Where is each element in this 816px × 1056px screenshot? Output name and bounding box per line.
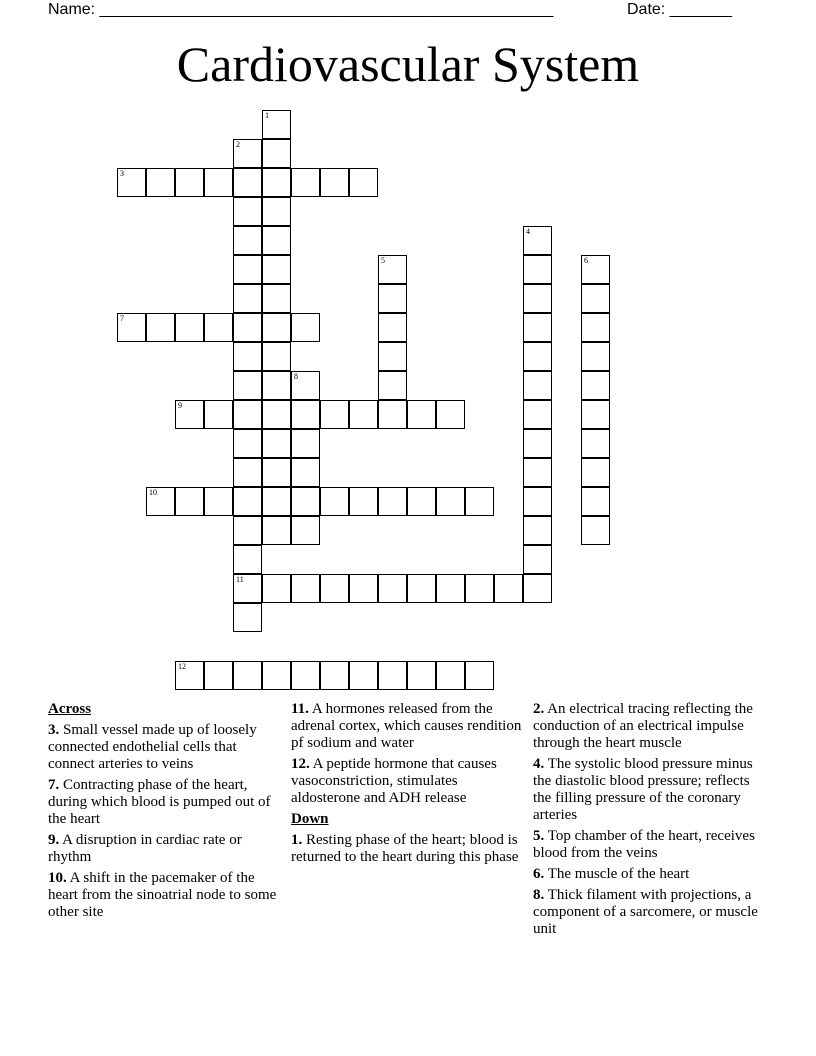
crossword-cell[interactable] (523, 342, 552, 371)
crossword-cell[interactable] (233, 226, 262, 255)
clue-text: A shift in the pacemaker of the heart from the sinoatrial node to some other site (48, 870, 277, 920)
crossword-cell[interactable] (233, 661, 262, 690)
crossword-cell[interactable] (436, 487, 465, 516)
crossword-cell[interactable] (262, 342, 291, 371)
crossword-cell[interactable] (378, 255, 407, 284)
crossword-cell[interactable] (175, 661, 204, 690)
clue-text: A hormones released from the adrenal cortex, which causes rendition pf sodium and water (291, 701, 522, 751)
down-heading: Down (291, 811, 329, 827)
crossword-cell[interactable] (581, 516, 610, 545)
crossword-cell[interactable] (523, 429, 552, 458)
clue-across-12 (291, 756, 523, 807)
clue-number: 12. (291, 756, 310, 772)
clue-text: Small vessel made up of loosely connected endothelial cells that connect arteries to veins (48, 722, 257, 772)
crossword-cell[interactable] (378, 661, 407, 690)
clue-across-3 (48, 722, 284, 773)
cell-number: 9 (178, 401, 182, 410)
crossword-cell[interactable] (581, 487, 610, 516)
crossword-cell[interactable] (262, 284, 291, 313)
crossword-cell[interactable] (378, 487, 407, 516)
crossword-cell[interactable] (146, 313, 175, 342)
crossword-cell[interactable] (233, 545, 262, 574)
cell-number: 4 (526, 227, 530, 236)
crossword-cell[interactable] (407, 661, 436, 690)
clue-number: 1. (291, 832, 303, 848)
crossword-cell[interactable] (146, 487, 175, 516)
crossword-cell[interactable] (349, 574, 378, 603)
crossword-cell[interactable] (291, 574, 320, 603)
crossword-cell[interactable] (378, 342, 407, 371)
crossword-cell[interactable] (291, 661, 320, 690)
crossword-cell[interactable] (581, 255, 610, 284)
crossword-cell[interactable] (465, 574, 494, 603)
clue-number: 8. (533, 887, 545, 903)
cell-number: 3 (120, 169, 124, 178)
crossword-cell[interactable] (233, 487, 262, 516)
crossword-cell[interactable] (175, 400, 204, 429)
clue-down-1 (291, 832, 523, 866)
crossword-cell[interactable] (494, 574, 523, 603)
crossword-cell[interactable] (378, 371, 407, 400)
crossword-cell[interactable] (407, 487, 436, 516)
crossword-cell[interactable] (436, 400, 465, 429)
clue-text: The systolic blood pressure minus the diastolic blood pressure; reflects the filling pressure of the coronary arteries (533, 756, 753, 823)
crossword-cell[interactable] (233, 139, 262, 168)
crossword-cell[interactable] (233, 603, 262, 632)
clue-down-8 (533, 887, 771, 938)
crossword-cell[interactable] (523, 516, 552, 545)
crossword-cell[interactable] (320, 400, 349, 429)
crossword-cell[interactable] (523, 458, 552, 487)
crossword-cell[interactable] (262, 487, 291, 516)
crossword-cell[interactable] (436, 574, 465, 603)
crossword-cell[interactable] (233, 574, 262, 603)
crossword-cell[interactable] (523, 313, 552, 342)
clue-across-7 (48, 777, 284, 828)
crossword-cell[interactable] (407, 400, 436, 429)
crossword-cell[interactable] (320, 661, 349, 690)
cell-number: 12 (178, 662, 186, 671)
crossword-cell[interactable] (262, 574, 291, 603)
crossword-cell[interactable] (320, 487, 349, 516)
crossword-cell[interactable] (291, 429, 320, 458)
date-field: Date: _______ (627, 1, 732, 18)
clue-text: Resting phase of the heart; blood is returned to the heart during this phase (291, 832, 519, 865)
clue-text: An electrical tracing reflecting the conduction of an electrical impulse through the heart muscle (533, 701, 753, 751)
clue-number: 2. (533, 701, 545, 717)
crossword-cell[interactable] (204, 313, 233, 342)
crossword-cell[interactable] (146, 168, 175, 197)
crossword-cell[interactable] (262, 255, 291, 284)
cell-number: 2 (236, 140, 240, 149)
name-field: Name: ___________________________________________________ (48, 1, 554, 18)
crossword-cell[interactable] (175, 487, 204, 516)
crossword-cell[interactable] (291, 371, 320, 400)
crossword-cell[interactable] (233, 168, 262, 197)
crossword-cell[interactable] (523, 400, 552, 429)
crossword-cell[interactable] (523, 574, 552, 603)
crossword-cell[interactable] (117, 168, 146, 197)
cell-number: 8 (294, 372, 298, 381)
cell-number: 7 (120, 314, 124, 323)
crossword-cell[interactable] (233, 516, 262, 545)
clue-down-4 (533, 756, 771, 824)
cell-number: 1 (265, 111, 269, 120)
page-title: Cardiovascular System (176, 36, 640, 92)
crossword-cell[interactable] (204, 168, 233, 197)
crossword-cell[interactable] (233, 284, 262, 313)
crossword-cell[interactable] (320, 168, 349, 197)
clue-number: 11. (291, 701, 309, 717)
clues-column-2 (291, 701, 523, 870)
crossword-cell[interactable] (233, 458, 262, 487)
crossword-cell[interactable] (262, 226, 291, 255)
clues-column-3 (533, 701, 771, 942)
cell-number: 10 (149, 488, 157, 497)
crossword-cell[interactable] (204, 487, 233, 516)
crossword-cell[interactable] (378, 284, 407, 313)
clue-text: Thick filament with projections, a component of a sarcomere, or muscle unit (533, 887, 758, 937)
crossword-cell[interactable] (349, 661, 378, 690)
crossword-cell[interactable] (233, 400, 262, 429)
clue-text: Top chamber of the heart, receives blood from the veins (533, 828, 755, 861)
crossword-cell[interactable] (349, 168, 378, 197)
crossword-cell[interactable] (581, 342, 610, 371)
clue-down-6 (533, 866, 771, 883)
crossword-cell[interactable] (407, 574, 436, 603)
crossword-cell[interactable] (233, 342, 262, 371)
crossword-cell[interactable] (349, 487, 378, 516)
crossword-cell[interactable] (233, 255, 262, 284)
crossword-cell[interactable] (262, 429, 291, 458)
crossword-cell[interactable] (262, 197, 291, 226)
clue-text: A peptide hormone that causes vasoconstriction, stimulates aldosterone and ADH release (291, 756, 497, 806)
crossword-cell[interactable] (233, 429, 262, 458)
crossword-cell[interactable] (465, 487, 494, 516)
clue-across-11 (291, 701, 523, 752)
clue-number: 9. (48, 832, 60, 848)
cell-number: 5 (381, 256, 385, 265)
crossword-cell[interactable] (523, 226, 552, 255)
crossword-cell[interactable] (581, 284, 610, 313)
crossword-cell[interactable] (581, 371, 610, 400)
clue-number: 3. (48, 722, 60, 738)
crossword-cell[interactable] (175, 313, 204, 342)
crossword-cell[interactable] (262, 168, 291, 197)
clue-text: A disruption in cardiac rate or rhythm (48, 832, 242, 865)
crossword-cell[interactable] (233, 313, 262, 342)
across-heading: Across (48, 701, 92, 717)
crossword-cell[interactable] (117, 313, 146, 342)
crossword-cell[interactable] (291, 168, 320, 197)
crossword-cell[interactable] (523, 255, 552, 284)
crossword-cell[interactable] (581, 313, 610, 342)
crossword-cell[interactable] (349, 400, 378, 429)
clue-number: 7. (48, 777, 60, 793)
crossword-cell[interactable] (581, 429, 610, 458)
crossword-cell[interactable] (436, 661, 465, 690)
crossword-cell[interactable] (523, 487, 552, 516)
crossword-cell[interactable] (233, 371, 262, 400)
clue-across-10 (48, 870, 284, 921)
cell-number: 6 (584, 256, 588, 265)
crossword-cell[interactable] (291, 458, 320, 487)
crossword-cell[interactable] (291, 516, 320, 545)
clue-across-9 (48, 832, 284, 866)
crossword-cell[interactable] (523, 545, 552, 574)
crossword-cell[interactable] (378, 400, 407, 429)
crossword-cell[interactable] (262, 661, 291, 690)
crossword-cell[interactable] (262, 400, 291, 429)
crossword-cell[interactable] (262, 516, 291, 545)
crossword-cell[interactable] (378, 574, 407, 603)
clue-number: 4. (533, 756, 545, 772)
crossword-cell[interactable] (204, 400, 233, 429)
crossword-cell[interactable] (320, 574, 349, 603)
crossword-cell[interactable] (291, 313, 320, 342)
crossword-cell[interactable] (523, 284, 552, 313)
cell-number: 11 (236, 575, 244, 584)
clue-number: 5. (533, 828, 545, 844)
crossword-cell[interactable] (262, 139, 291, 168)
clue-text: Contracting phase of the heart, during which blood is pumped out of the heart (48, 777, 271, 827)
clue-text: The muscle of the heart (544, 866, 690, 882)
clue-number: 10. (48, 870, 67, 886)
crossword-cell[interactable] (175, 168, 204, 197)
crossword-cell[interactable] (204, 661, 233, 690)
crossword-cell[interactable] (581, 458, 610, 487)
crossword-cell[interactable] (465, 661, 494, 690)
crossword-cell[interactable] (523, 371, 552, 400)
clue-number: 6. (533, 866, 545, 882)
crossword-cell[interactable] (291, 487, 320, 516)
clue-down-5 (533, 828, 771, 862)
clues-column-1 (48, 701, 284, 925)
clue-down-2 (533, 701, 771, 752)
crossword-cell[interactable] (262, 110, 291, 139)
crossword-cell[interactable] (262, 458, 291, 487)
crossword-cell[interactable] (291, 400, 320, 429)
crossword-cell[interactable] (378, 313, 407, 342)
crossword-cell[interactable] (262, 313, 291, 342)
crossword-cell[interactable] (581, 400, 610, 429)
crossword-cell[interactable] (233, 197, 262, 226)
crossword-cell[interactable] (262, 371, 291, 400)
